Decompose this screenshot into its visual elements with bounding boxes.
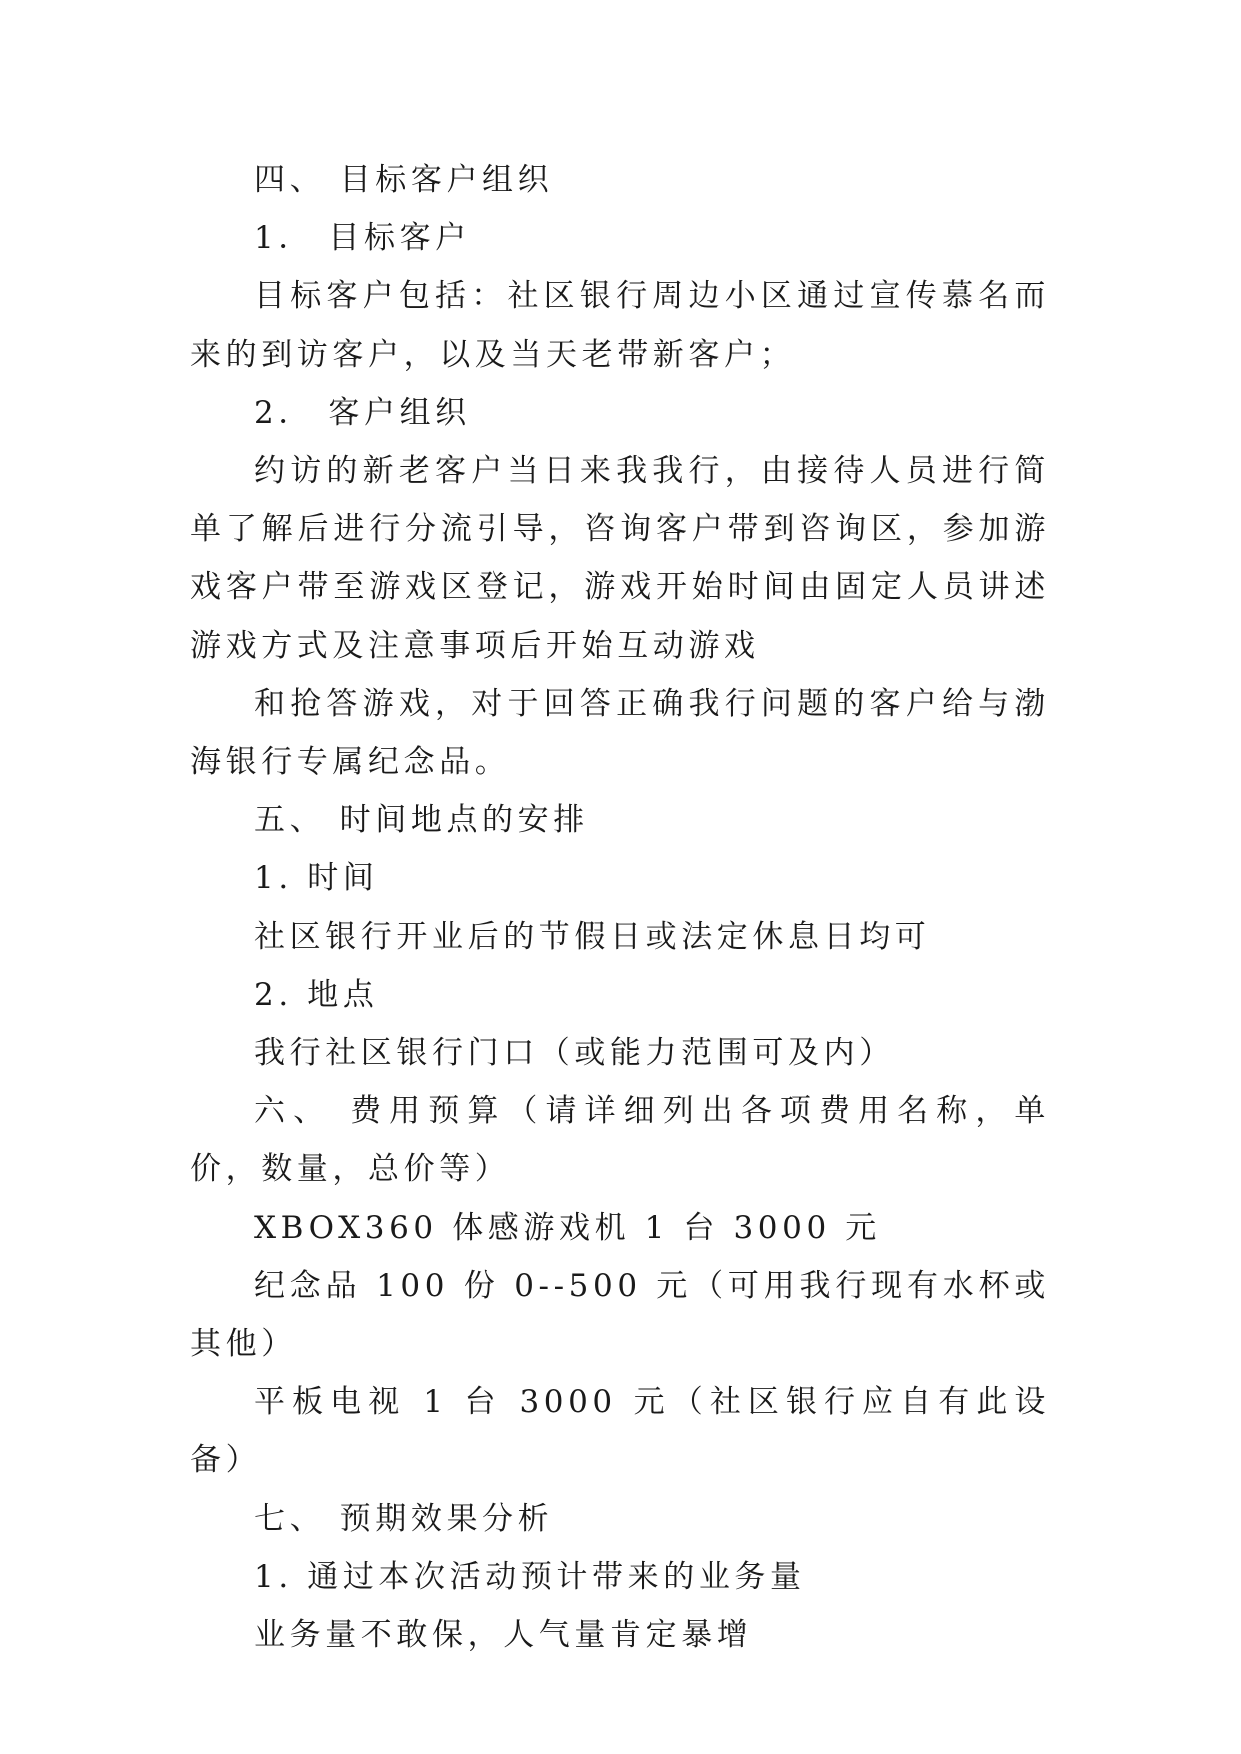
paragraph-customer-organization: 约访的新老客户当日来我我行，由接待人员进行简单了解后进行分流引导，咨询客户带到咨询区，参加游戏客户带至游戏区登记，游戏开始时间由固定人员讲述游戏方式及注意事项后开始互动游戏: [190, 453, 1050, 664]
subheading-expected-business: 1. 通过本次活动预计带来的业务量: [254, 1558, 806, 1595]
budget-item-game-console: XBOX360 体感游戏机 1 台 3000 元: [254, 1209, 881, 1246]
budget-item-souvenirs: 纪念品 100 份 0--500 元（可用我行现有水杯或其他）: [190, 1267, 1050, 1363]
section-heading-expected-effect: 七、 预期效果分析: [254, 1500, 554, 1537]
budget-item-tv: 平板电视 1 台 3000 元（社区银行应自有此设备）: [190, 1384, 1050, 1479]
paragraph-expected-business: 业务量不敢保，人气量肯定暴增: [254, 1617, 753, 1654]
subheading-place: 2. 地点: [254, 976, 379, 1013]
section-heading-budget: 六、 费用预算（请详细列出各项费用名称，单价，数量，总价等）: [190, 1093, 1050, 1188]
subheading-customer-organization: 2． 客户组织: [254, 394, 471, 431]
paragraph-quiz-game: 和抢答游戏，对于回答正确我行问题的客户给与渤海银行专属纪念品。: [190, 685, 1050, 781]
subheading-target-customers: 1． 目标客户: [254, 220, 471, 257]
paragraph-place: 我行社区银行门口（或能力范围可及内）: [254, 1035, 895, 1072]
section-heading-time-place: 五、 时间地点的安排: [254, 802, 589, 839]
subheading-time: 1. 时间: [254, 860, 379, 897]
section-heading-target-customer-organization: 四、 目标客户组织: [254, 162, 554, 198]
paragraph-target-customers: 目标客户包括：社区银行周边小区通过宣传慕名而来的到访客户，以及当天老带新客户；: [190, 278, 1050, 373]
document-body: [190, 151, 1050, 1664]
paragraph-time: 社区银行开业后的节假日或法定休息日均可: [254, 918, 931, 955]
